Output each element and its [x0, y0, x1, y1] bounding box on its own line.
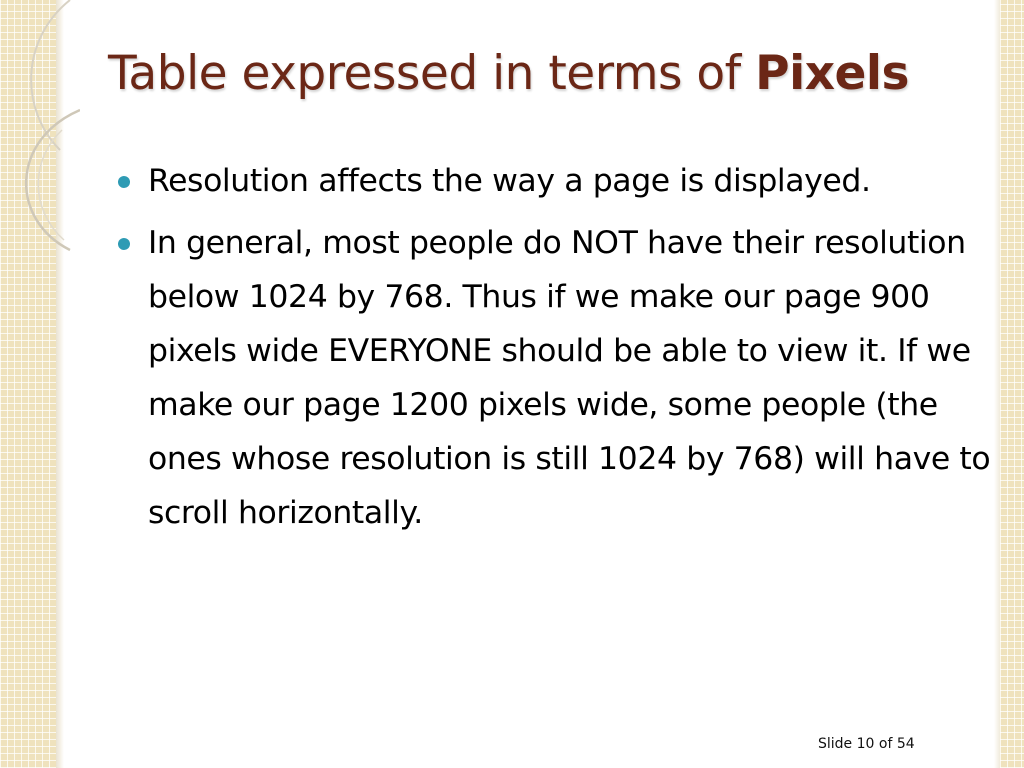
bullet-item: [114, 154, 994, 208]
slide-title: [108, 46, 909, 101]
slide-title-emphasis: Pixels: [755, 46, 910, 101]
bullet-text: In general, most people do NOT have their resolution below 1024 by 768. Thus if we make our page 900 pixels wide EVERYONE should be able to view it. If we make our page 1200 pixels wide, some people (the ones whose resolution is still 1024 by 768) will have to scroll horizontally.: [148, 225, 991, 531]
bullet-text: Resolution affects the way a page is displayed.: [148, 163, 871, 199]
decorative-arcs: [0, 0, 80, 320]
slide-title-prefix: Table expressed in terms of: [108, 46, 756, 101]
decorative-arc-inner: [38, 130, 64, 240]
bullet-item: [114, 216, 994, 540]
bullet-list: [114, 154, 994, 548]
slide-number: Slide 10 of 54: [818, 736, 915, 752]
bullet-marker-icon: [118, 238, 130, 250]
bullet-marker-icon: [118, 176, 130, 188]
right-border-pattern: [1000, 0, 1024, 768]
